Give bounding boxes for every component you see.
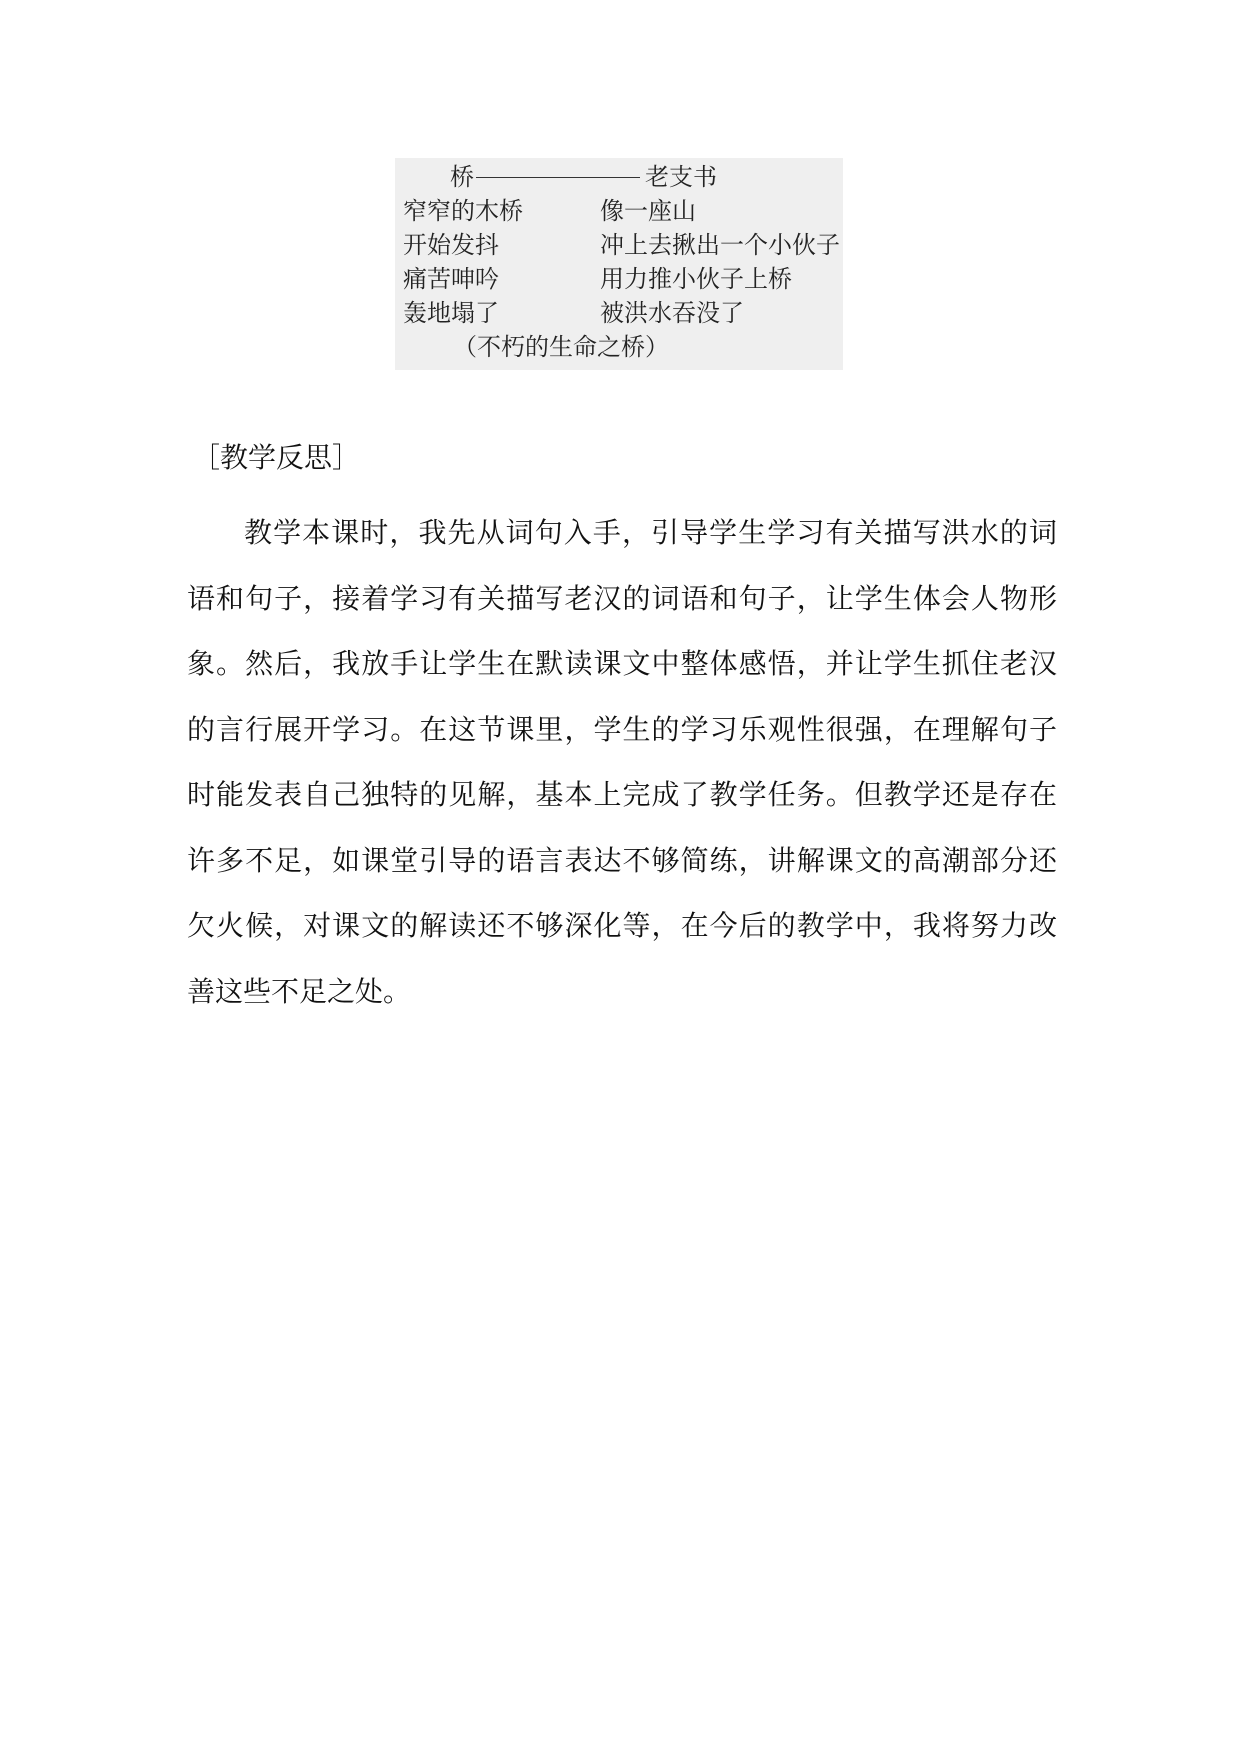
paragraph-line: 的言行展开学习。在这节课里，学生的学习乐观性很强，在理解句子: [187, 712, 1057, 746]
board-footer: （不朽的生命之桥）: [453, 333, 669, 361]
board-row-right: 像一座山: [600, 197, 696, 225]
board-row-left: 窄窄的木桥: [403, 197, 523, 225]
paragraph-line: 语和句子，接着学习有关描写老汉的词语和句子，让学生体会人物形: [187, 581, 1057, 615]
blackboard-outline: [395, 158, 843, 370]
paragraph-line: 许多不足，如课堂引导的语言表达不够简练，讲解课文的高潮部分还: [187, 843, 1057, 877]
reflection-paragraph: [187, 500, 1057, 1024]
paragraph-line: 欠火候，对课文的解读还不够深化等，在今后的教学中，我将努力改: [187, 909, 1057, 942]
paragraph-line: 教学本课时，我先从词句入手，引导学生学习有关描写洪水的词: [244, 516, 1057, 549]
paragraph-line: 善这些不足之处。: [187, 974, 412, 1008]
board-row-right: 冲上去揪出一个小伙子: [600, 231, 840, 259]
board-row-right: 被洪水吞没了: [600, 299, 744, 327]
board-title-right: 老支书: [645, 163, 717, 191]
board-row-right: 用力推小伙子上桥: [600, 265, 792, 293]
board-row-left: 开始发抖: [403, 231, 499, 259]
section-heading: ［教学反思］: [192, 441, 361, 474]
board-title-connector: [476, 177, 640, 178]
board-row-left: 轰地塌了: [403, 299, 499, 327]
board-row-left: 痛苦呻吟: [403, 265, 499, 293]
paragraph-line: 时能发表自己独特的见解，基本上完成了教学任务。但教学还是存在: [187, 778, 1057, 811]
board-title-left: 桥: [450, 163, 474, 191]
paragraph-line: 象。然后，我放手让学生在默读课文中整体感悟，并让学生抓住老汉: [187, 647, 1057, 680]
